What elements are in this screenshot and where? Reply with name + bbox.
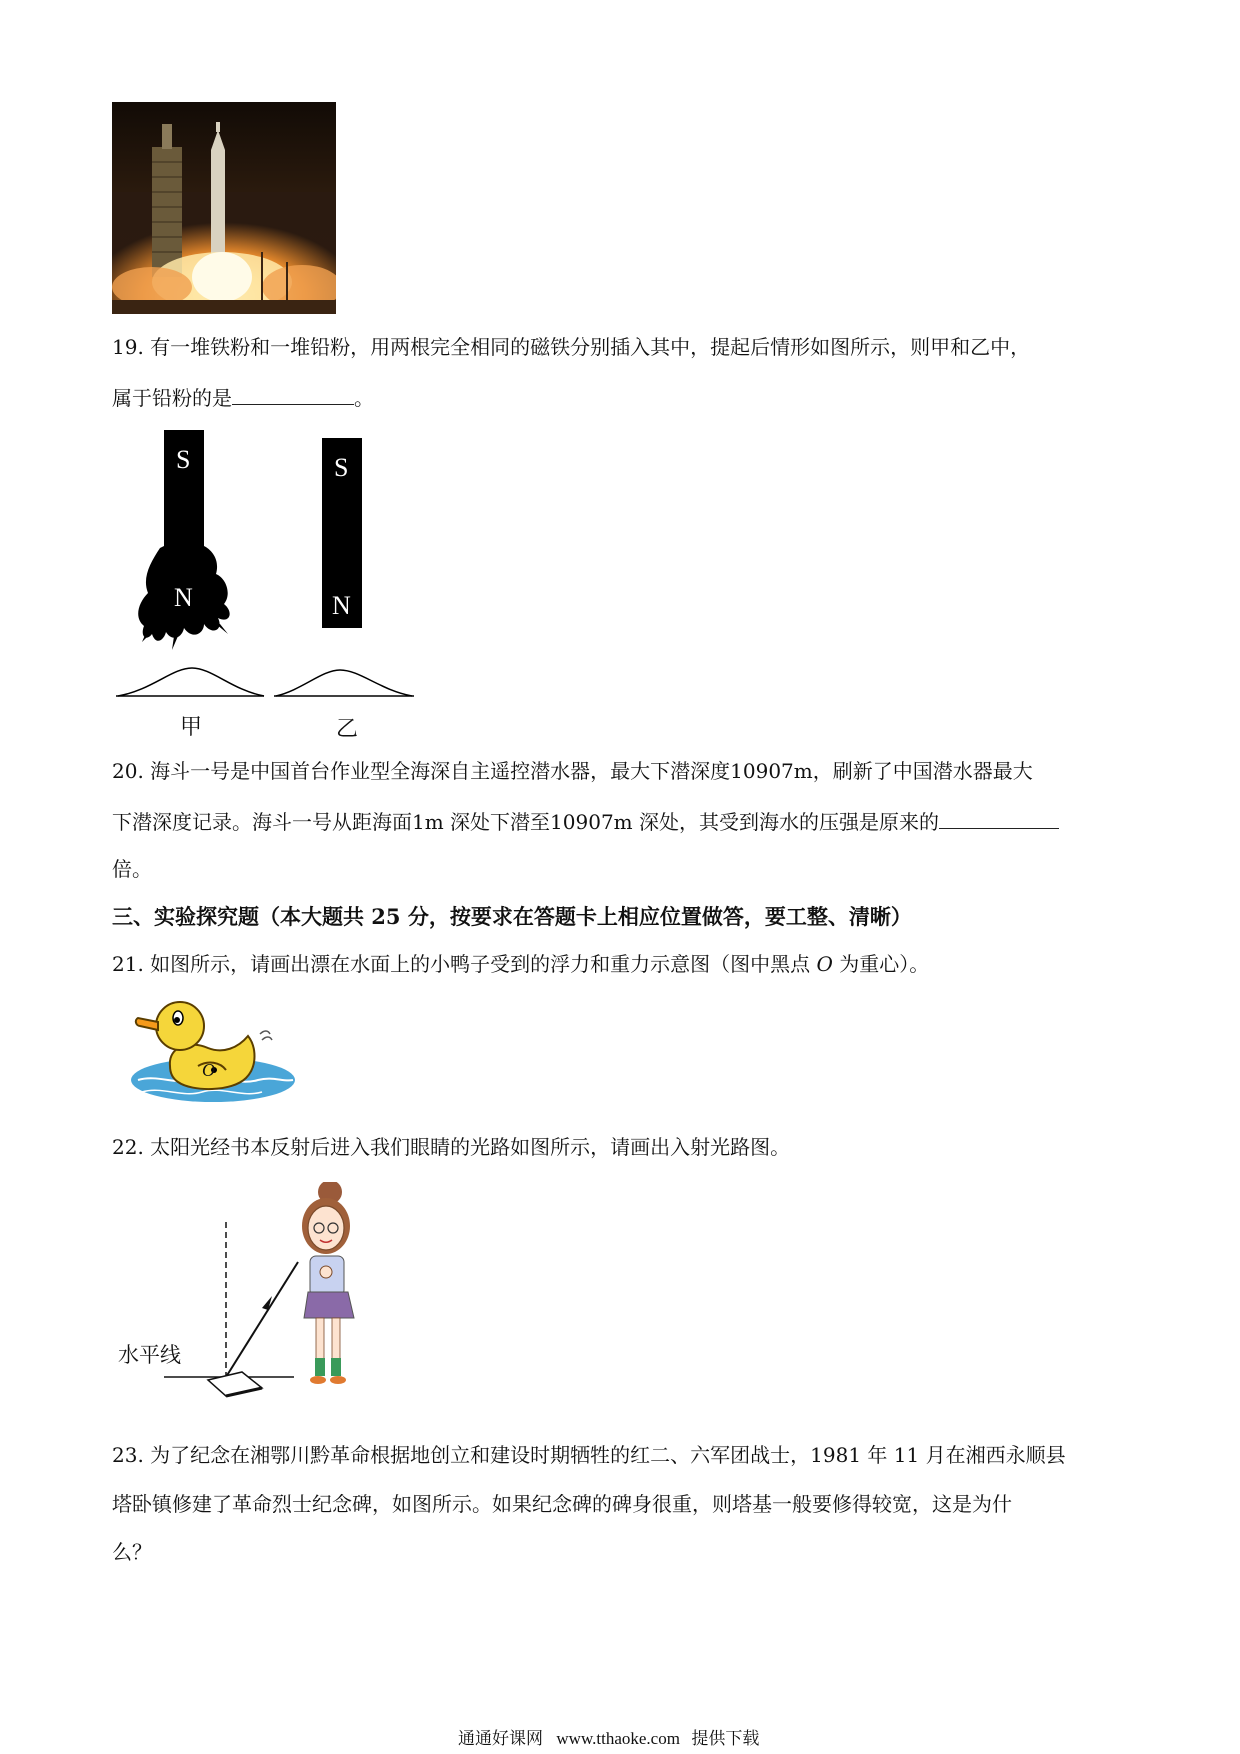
magnet-figure bbox=[112, 428, 424, 746]
pile-right bbox=[276, 670, 412, 696]
q21-text-end: 为重心）。 bbox=[839, 952, 930, 976]
footer-suffix: 提供下载 bbox=[691, 1729, 760, 1749]
footer-url[interactable]: www.tthaoke.com bbox=[556, 1729, 680, 1748]
footer-site: 通通好课网 bbox=[458, 1729, 543, 1749]
q22-text: 22. 太阳光经书本反射后进入我们眼睛的光路如图所示，请画出入射光路图。 bbox=[112, 1135, 791, 1159]
book bbox=[208, 1372, 262, 1396]
q23-text-2: 塔卧镇修建了革命烈士纪念碑，如图所示。如果纪念碑的碑身很重，则塔基一般要修得较宽，这是为什 bbox=[112, 1492, 1012, 1516]
q19-end: 。 bbox=[354, 386, 374, 410]
q21-text: 21. 如图所示，请画出漂在水面上的小鸭子受到的浮力和重力示意图（图中黑点 bbox=[112, 952, 811, 976]
magnet-right-n: N bbox=[332, 591, 351, 620]
duck-head bbox=[156, 1002, 204, 1050]
label-jia: 甲 bbox=[180, 715, 203, 740]
q19-line-2 bbox=[112, 382, 374, 412]
q20-line-1 bbox=[112, 757, 1033, 785]
girl-figure bbox=[302, 1182, 354, 1384]
section-3-title: 三、实验探究题（本大题共 25 分，按要求在答题卡上相应位置做答，要工整、清晰） bbox=[112, 904, 912, 929]
q20-answer-blank[interactable] bbox=[939, 806, 1059, 829]
duck-point-label: O bbox=[202, 1060, 215, 1080]
ray-arrow bbox=[262, 1296, 272, 1310]
q19-text-2: 属于铅粉的是 bbox=[112, 386, 232, 410]
q19-line-1 bbox=[112, 333, 1030, 361]
label-yi: 乙 bbox=[336, 717, 359, 742]
q20-line-3 bbox=[112, 855, 152, 883]
page-footer bbox=[458, 1728, 759, 1750]
q21-point: O bbox=[816, 952, 833, 976]
rocket-launch-photo bbox=[112, 102, 336, 314]
q21-line bbox=[112, 950, 929, 978]
q23-text-3: 么？ bbox=[112, 1540, 152, 1564]
horizontal-line-label: 水平线 bbox=[118, 1343, 181, 1367]
section-3-heading bbox=[112, 903, 912, 931]
q23-line-1 bbox=[112, 1441, 1066, 1469]
rocket-launch-image bbox=[112, 102, 336, 314]
q19-text: 19. 有一堆铁粉和一堆铅粉，用两根完全相同的磁铁分别插入其中，提起后情形如图所示，则甲和乙中， bbox=[112, 335, 1031, 359]
q23-line-3 bbox=[112, 1538, 152, 1566]
q20-text-2: 下潜深度记录。海斗一号从距海面1m 深处下潜至10907m 深处，其受到海水的压强是原来的 bbox=[112, 810, 939, 834]
q23-line-2 bbox=[112, 1490, 1012, 1518]
q20-text-3: 倍。 bbox=[112, 857, 152, 881]
q20-text-1: 20. 海斗一号是中国首台作业型全海深自主遥控潜水器，最大下潜深度10907m，刷新了中国潜水器最大 bbox=[112, 759, 1033, 783]
reflection-figure bbox=[112, 1182, 372, 1412]
duck-beak bbox=[136, 1018, 158, 1030]
q23-text-1: 23. 为了纪念在湘鄂川黔革命根据地创立和建设时期牺牲的红二、六军团战士，1981 年 11 月在湘西永顺县 bbox=[112, 1443, 1066, 1467]
q22-line bbox=[112, 1133, 790, 1161]
magnet-left-n: N bbox=[174, 583, 193, 612]
q20-line-2 bbox=[112, 806, 1059, 836]
magnet-right-s: S bbox=[334, 453, 349, 482]
duck-figure bbox=[128, 996, 298, 1116]
magnet-left-s: S bbox=[176, 445, 191, 474]
reflected-ray bbox=[226, 1262, 298, 1377]
q19-answer-blank[interactable] bbox=[232, 382, 354, 405]
pile-left bbox=[118, 668, 264, 696]
